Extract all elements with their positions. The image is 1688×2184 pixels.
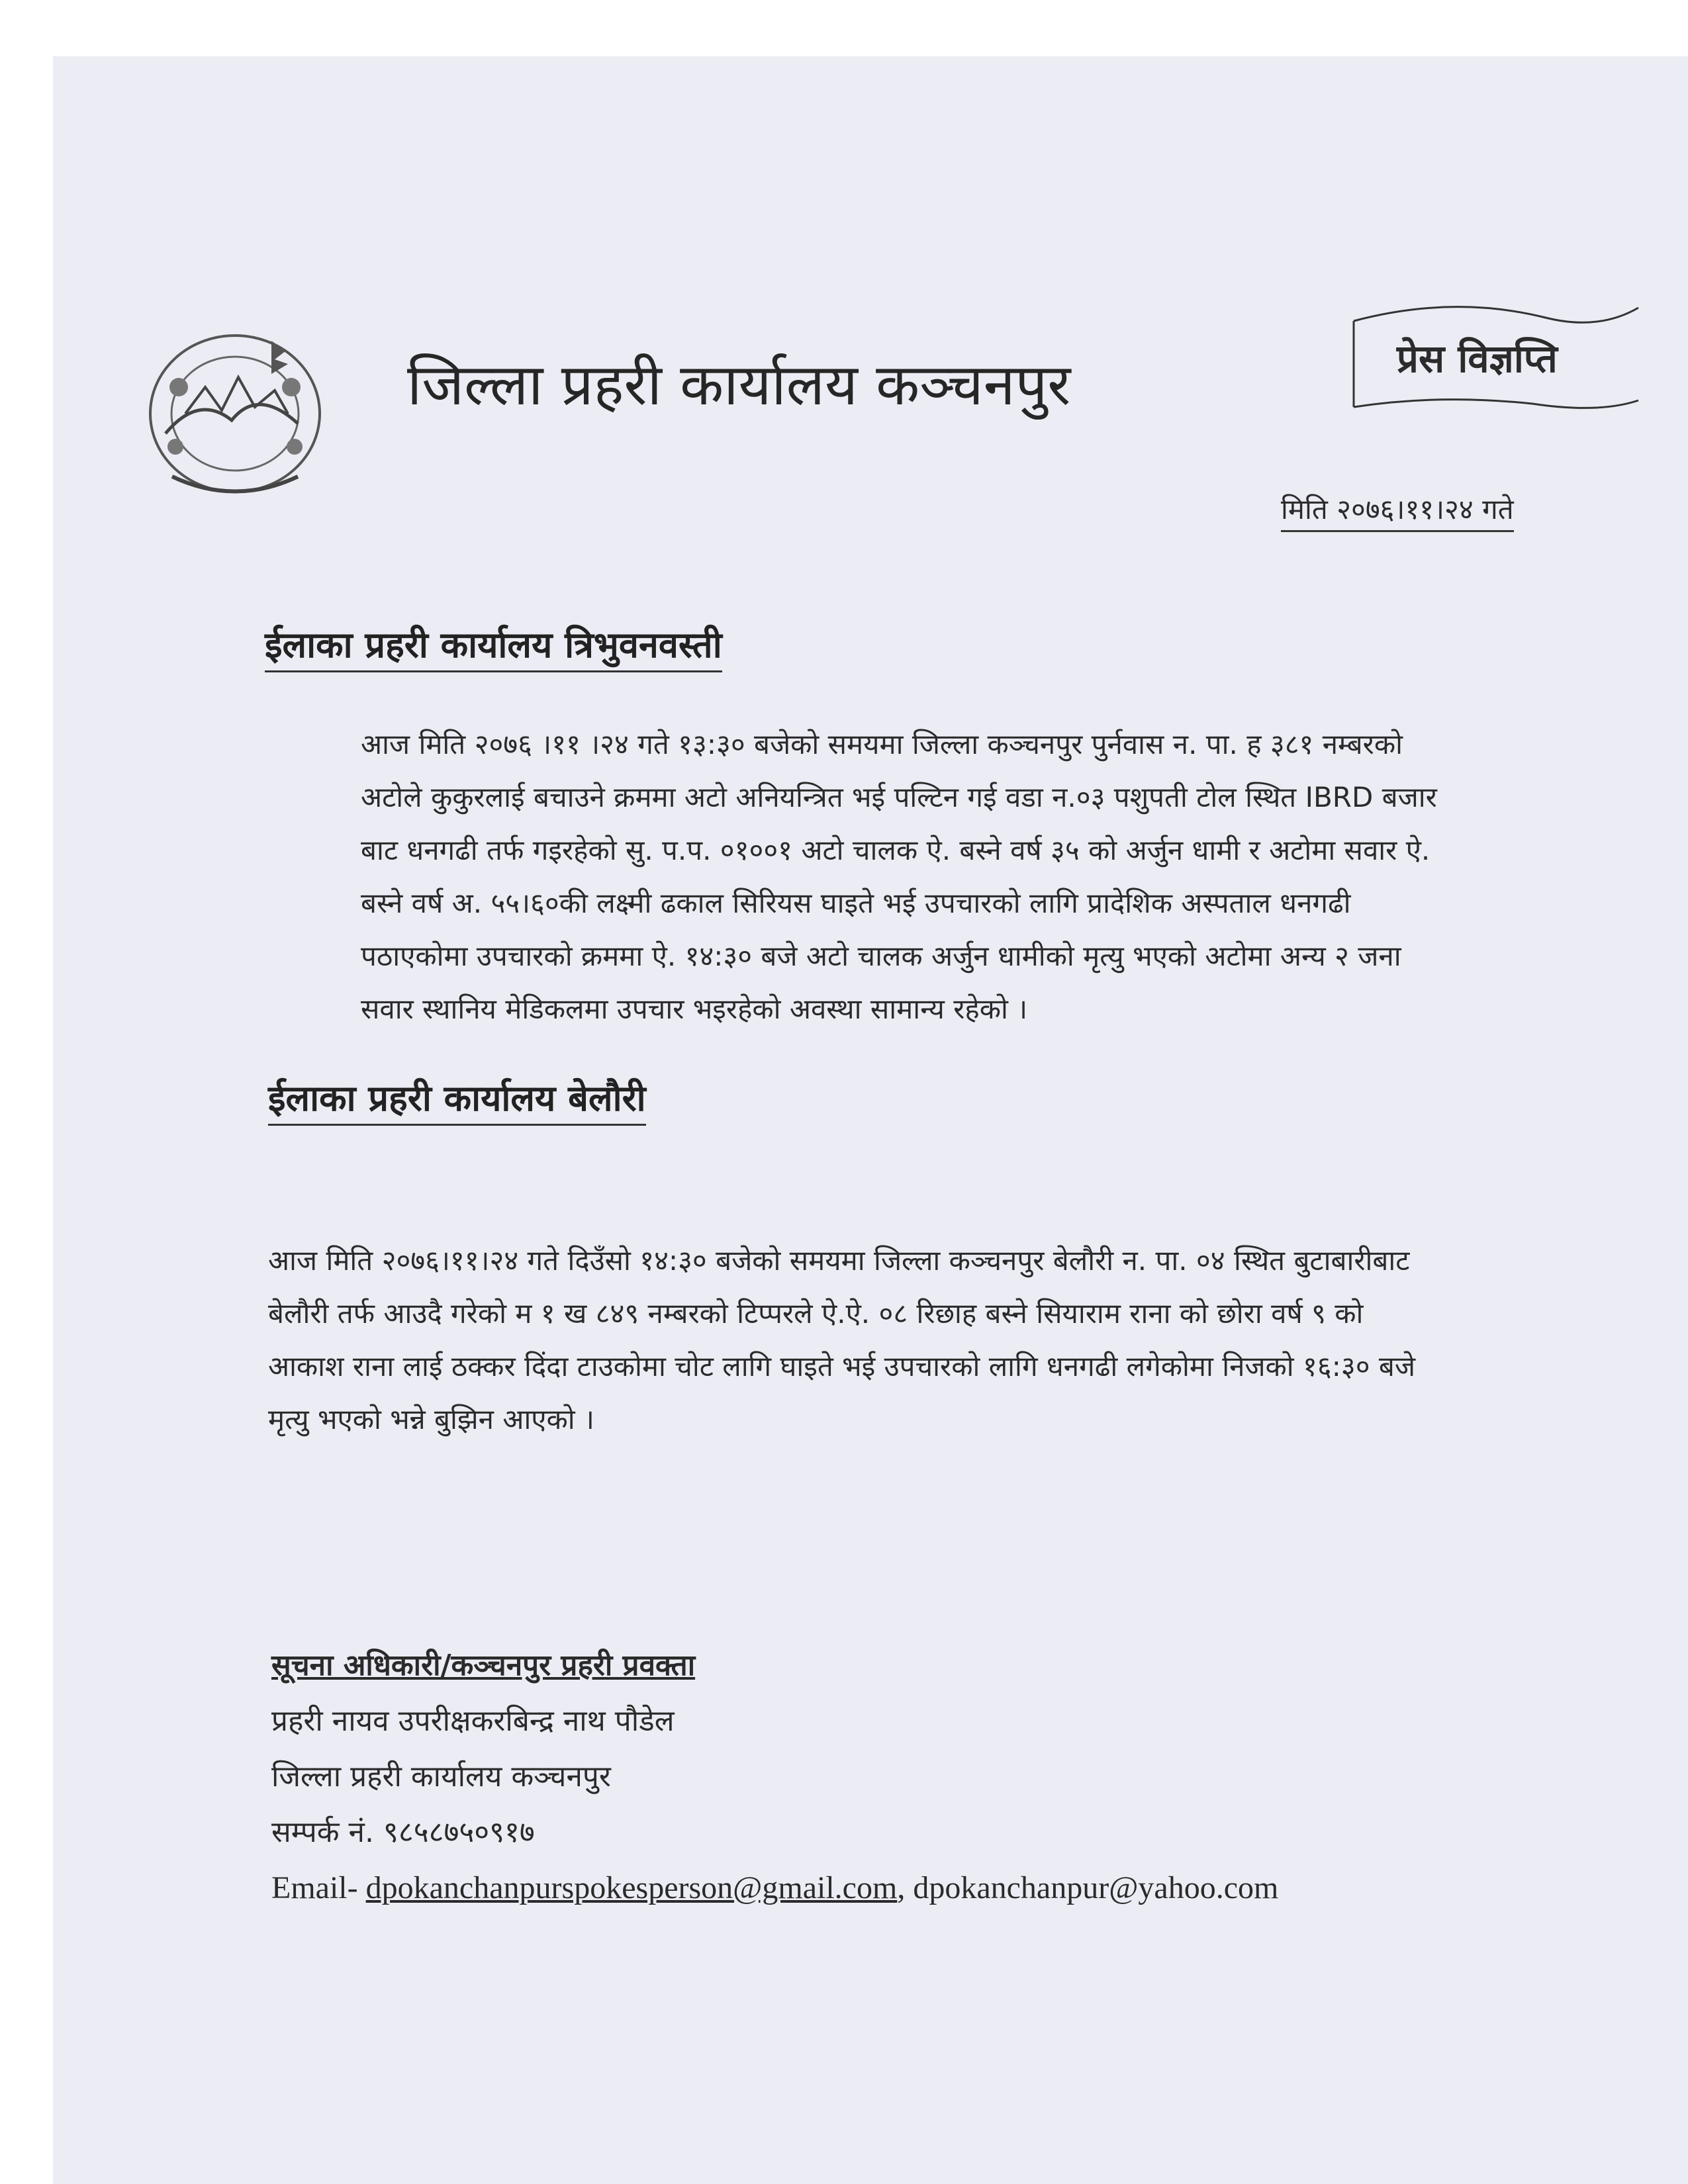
paragraph-line: सवार स्थानिय मेडिकलमा उपचार भइरहेको अवस्था सामान्य रहेको । (361, 993, 1028, 1025)
office-title: जिल्ला प्रहरी कार्यालय कञ्चनपुर (407, 352, 1071, 418)
document-date: मिति २०७६।११।२४ गते (1281, 490, 1514, 532)
paragraph-line: बस्ने वर्ष अ. ५५।६०की लक्ष्मी ढकाल सिरियस घाइते भई उपचारको लागि प्रादेशिक अस्पताल धनगढी (361, 887, 1351, 919)
email-label: Email- (271, 1870, 366, 1905)
signature-email-row (271, 1860, 1278, 1917)
signature-office: जिल्ला प्रहरी कार्यालय कञ्चनपुर (271, 1760, 611, 1794)
email-secondary: dpokanchanpur@yahoo.com (913, 1870, 1279, 1905)
section-paragraph-tribhuvanbasti (361, 718, 1437, 1036)
section-paragraph-belauri (268, 1234, 1415, 1446)
paragraph-line: आकाश राना लाई ठक्कर दिंदा टाउकोमा चोट लागि घाइते भई उपचारको लागि धनगढी लगेकोमा निजको १६:३० बजे (268, 1350, 1416, 1383)
nepal-police-emblem-icon (139, 314, 331, 513)
signature-name: प्रहरी नायव उपरीक्षकरबिन्द्र नाथ पौडेल (271, 1704, 675, 1738)
signature-block (271, 1638, 1278, 1917)
document-page (53, 56, 1688, 2184)
paragraph-line: आज मिति २०७६।११।२४ गते दिउँसो १४:३० बजेको समयमा जिल्ला कञ्चनपुर बेलौरी न. पा. ०४ स्थित बुटाबारीबाट (268, 1244, 1410, 1277)
paragraph-line: बेलौरी तर्फ आउदै गरेको म १ ख ८४९ नम्बरको टिप्परले ऐ.ऐ. ०८ रिछाह बस्ने सियाराम राना को छोरा वर्ष ९ को (268, 1297, 1364, 1330)
paragraph-line: पठाएकोमा उपचारको क्रममा ऐ. १४:३० बजे अटो चालक अर्जुन धामीको मृत्यु भएको अटोमा अन्य २ जना (361, 940, 1401, 972)
paragraph-line: आज मिति २०७६ ।११ ।२४ गते १३:३० बजेको समयमा जिल्ला कञ्चनपुर पुर्नवास न. पा. ह ३८१ नम्बरको (361, 728, 1403, 760)
press-release-label: प्रेस विज्ञप्ति (1397, 336, 1558, 381)
section-heading-tribhuvanbasti: ईलाका प्रहरी कार्यालय त्रिभुवनवस्ती (265, 619, 722, 672)
signature-contact: सम्पर्क नं. ९८५८७५०९१७ (271, 1815, 535, 1849)
paragraph-line: मृत्यु भएको भन्ने बुझिन आएको । (268, 1403, 594, 1435)
paragraph-line: अटोले कुकुरलाई बचाउने क्रममा अटो अनियन्त्रित भई पल्टिन गई वडा न.०३ पशुपती टोल स्थित IBRD बजार (361, 781, 1437, 813)
email-separator: , (897, 1870, 914, 1905)
email-link-primary[interactable]: dpokanchanpurspokesperson@gmail.com (365, 1870, 898, 1905)
paragraph-line: बाट धनगढी तर्फ गइरहेको सु. प.प. ०१००१ अटो चालक ऐ. बस्ने वर्ष ३५ को अर्जुन धामी र अटोमा सवार ऐ. (361, 834, 1430, 866)
signature-title: सूचना अधिकारी/कञ्चनपुर प्रहरी प्रवक्ता (271, 1649, 696, 1682)
section-heading-belauri: ईलाका प्रहरी कार्यालय बेलौरी (268, 1072, 646, 1126)
